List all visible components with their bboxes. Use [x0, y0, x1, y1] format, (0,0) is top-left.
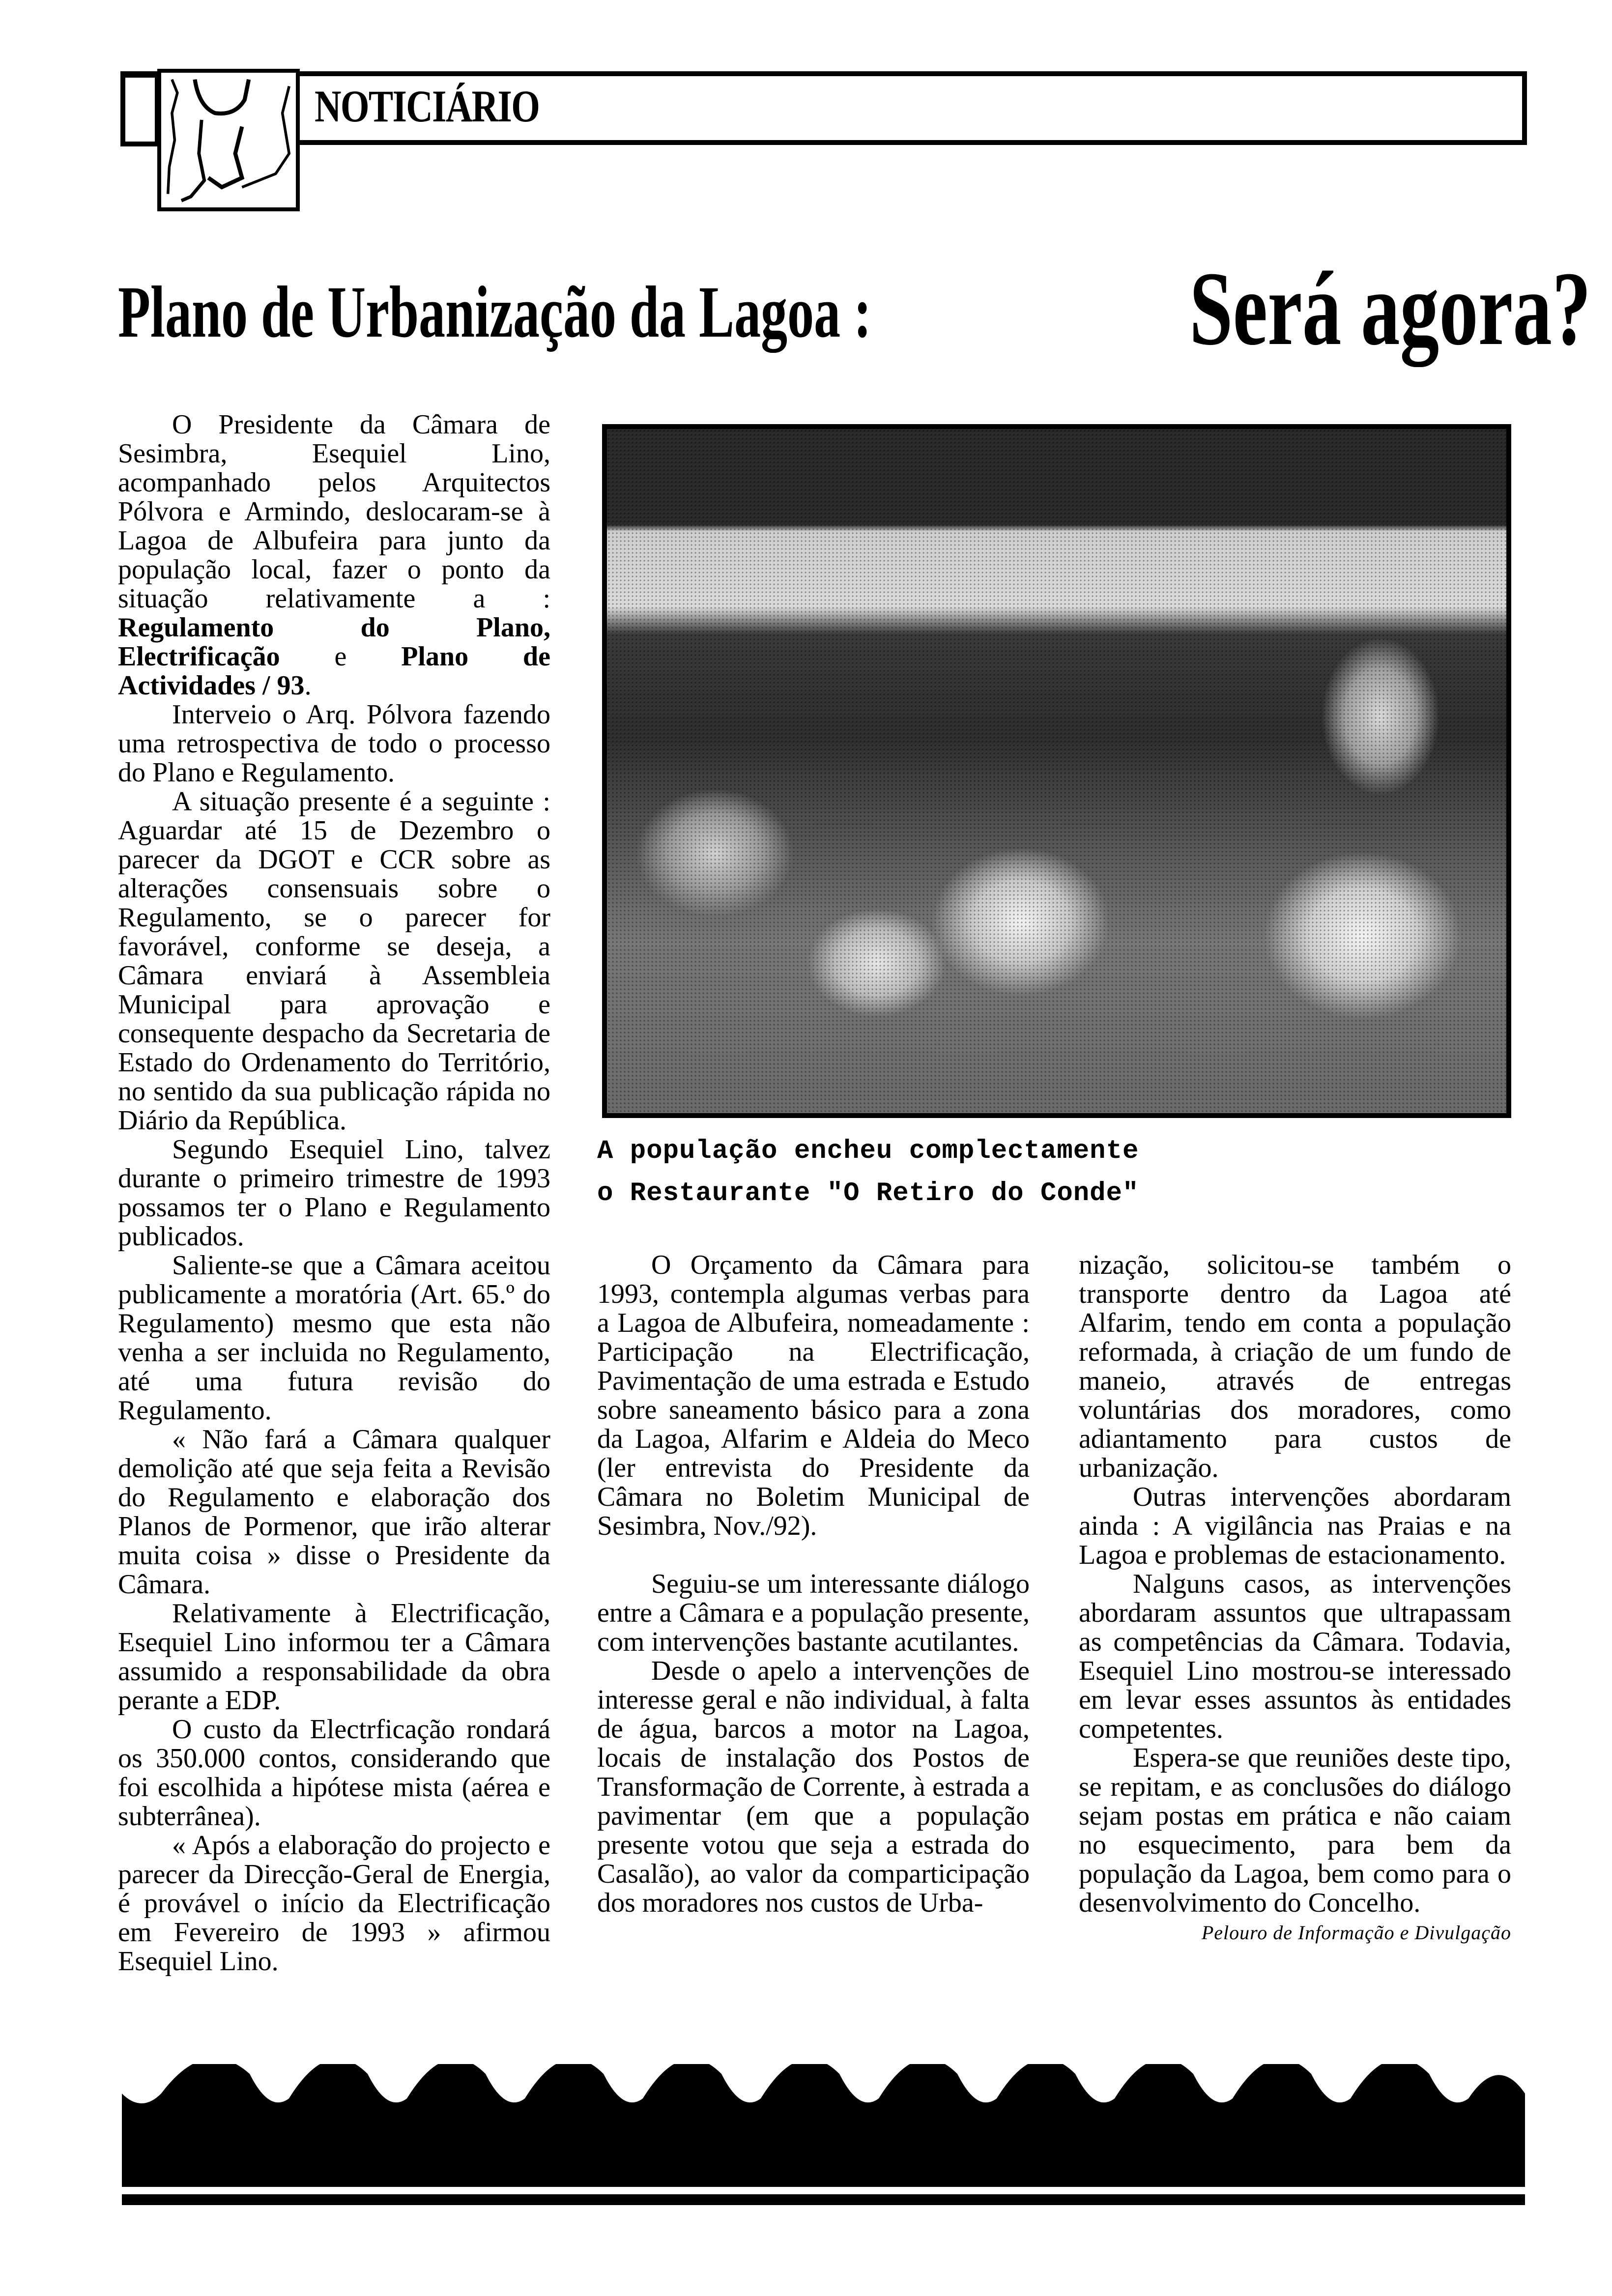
article-column-3: [1079, 1251, 1511, 1945]
map-outline-icon: [157, 69, 300, 211]
headline-main: Plano de Urbanização da Lagoa :: [118, 271, 872, 353]
paragraph: Segundo Esequiel Lino, talvez durante o primeiro trimestre de 1993 possamos ter o Plano e Regulamento publicados.: [118, 1134, 550, 1252]
paragraph: Nalguns casos, as intervenções abordaram assuntos que ultrapassam as competências da Câmara. Todavia, Esequiel Lino mostrou-se interessado em levar esses assuntos às entidades competentes.: [1079, 1569, 1511, 1744]
paragraph: Interveio o Arq. Pólvora fazendo uma retrospectiva de todo o processo do Plano e Regulamento.: [118, 699, 550, 788]
article-column-1: [118, 410, 550, 1976]
caption-line: o Restaurante "O Retiro do Conde": [597, 1178, 1139, 1208]
paragraph-text: e: [280, 641, 402, 672]
bold-topic: Regulamento do Plano, Electrificação: [118, 612, 550, 672]
paragraph: A situação presente é a seguinte : Aguardar até 15 de Dezembro o parecer da DGOT e CCR sobre as alterações consensuais sobre o Regulamento, se o parecer for favorável, conforme se deseja, a Câmara enviará à Assembleia Municipal para aprovação e consequente despacho da Secretaria de Estado do Ordenamento do Território, no sentido da sua publicação rápida no Diário da República.: [118, 786, 550, 1136]
paragraph-text: O Presidente da Câmara de Sesimbra, Esequiel Lino, acompanhado pelos Arquitectos Pólvora e Armindo, deslocaram-se à Lagoa de Albufeira para junto da população local, fazer o ponto da situação relativamente a :: [118, 409, 550, 614]
article-signature: Pelouro de Informação e Divulgação: [1201, 1922, 1511, 1944]
paragraph: [118, 410, 550, 700]
paragraph: « Não fará a Câmara qualquer demolição até que seja feita a Revisão do Regulamento e elaboração dos Planos de Pormenor, que irão alterar muita coisa » disse o Presidente da Câmara.: [118, 1424, 550, 1600]
paragraph: nização, solicitou-se também o transporte dentro da Lagoa até Alfarim, tendo em conta a população reformada, à criação de um fundo de maneio, através de entregas voluntárias dos moradores, como adiantamento para custos de urbanização.: [1079, 1250, 1511, 1483]
headline-emphasis: Será agora?: [1189, 250, 1591, 367]
footer-rule: [122, 2194, 1525, 2205]
paragraph: Desde o apelo a intervenções de interesse geral e não individual, à falta de água, barcos a motor na Lagoa, locais de instalação dos Postos de Transformação de Corrente, à estrada a pavimentar (em que a população presente votou que seja a estrada do Casalão), ao valor da comparticipação dos moradores nos custos de Urba-: [597, 1656, 1030, 1918]
banner-left-tab: [120, 73, 160, 146]
paragraph: O Orçamento da Câmara para 1993, contempla algumas verbas para a Lagoa de Albufeira, nomeadamente : Participação na Electrificação, Pavimentação de uma estrada e Estudo sobre saneamento básico para a zona da Lagoa, Alfarim e Aldeia do Meco (ler entrevista do Presidente da Câmara no Boletim Municipal de Sesimbra, Nov./92).: [597, 1250, 1030, 1541]
article-column-2: [597, 1251, 1030, 1918]
paragraph: O custo da Electrficação rondará os 350.000 contos, considerando que foi escolhida a hipótese mista (aérea e subterrânea).: [118, 1714, 550, 1832]
article-photo: [602, 424, 1511, 1118]
article-headline: [118, 250, 1591, 367]
paragraph: Relativamente à Electrificação, Esequiel Lino informou ter a Câmara assumido a responsabilidade da obra perante a EDP.: [118, 1598, 550, 1716]
wave-border-decoration: [122, 2064, 1525, 2187]
photo-caption: [597, 1130, 1139, 1215]
paragraph: Outras intervenções abordaram ainda : A vigilância nas Praias e na Lagoa e problemas de estacionamento.: [1079, 1482, 1511, 1570]
caption-line: A população encheu complectamente: [597, 1136, 1139, 1166]
section-title: NOTICIÁRIO: [315, 81, 540, 131]
paragraph: Espera-se que reuniões deste tipo, se repitam, e as conclusões do diálogo sejam postas em prática e não caiam no esquecimento, para bem da população da Lagoa, bem como para o desenvolvimento do Concelho.: [1079, 1743, 1511, 1918]
paragraph: Seguiu-se um interessante diálogo entre a Câmara e a população presente, com intervenções bastante acutilantes.: [597, 1569, 1030, 1657]
bold-topic: Plano de Actividades / 93: [118, 641, 550, 701]
paragraph: Saliente-se que a Câmara aceitou publicamente a moratória (Art. 65.º do Regulamento) mesmo que esta não venha a ser incluida no Regulamento, até uma futura revisão do Regulamento.: [118, 1250, 550, 1426]
paragraph: « Após a elaboração do projecto e parecer da Direcção-Geral de Energia, é provável o início da Electrificação em Fevereiro de 1993 » afirmou Esequiel Lino.: [118, 1830, 550, 1977]
paragraph-text: .: [304, 670, 312, 701]
